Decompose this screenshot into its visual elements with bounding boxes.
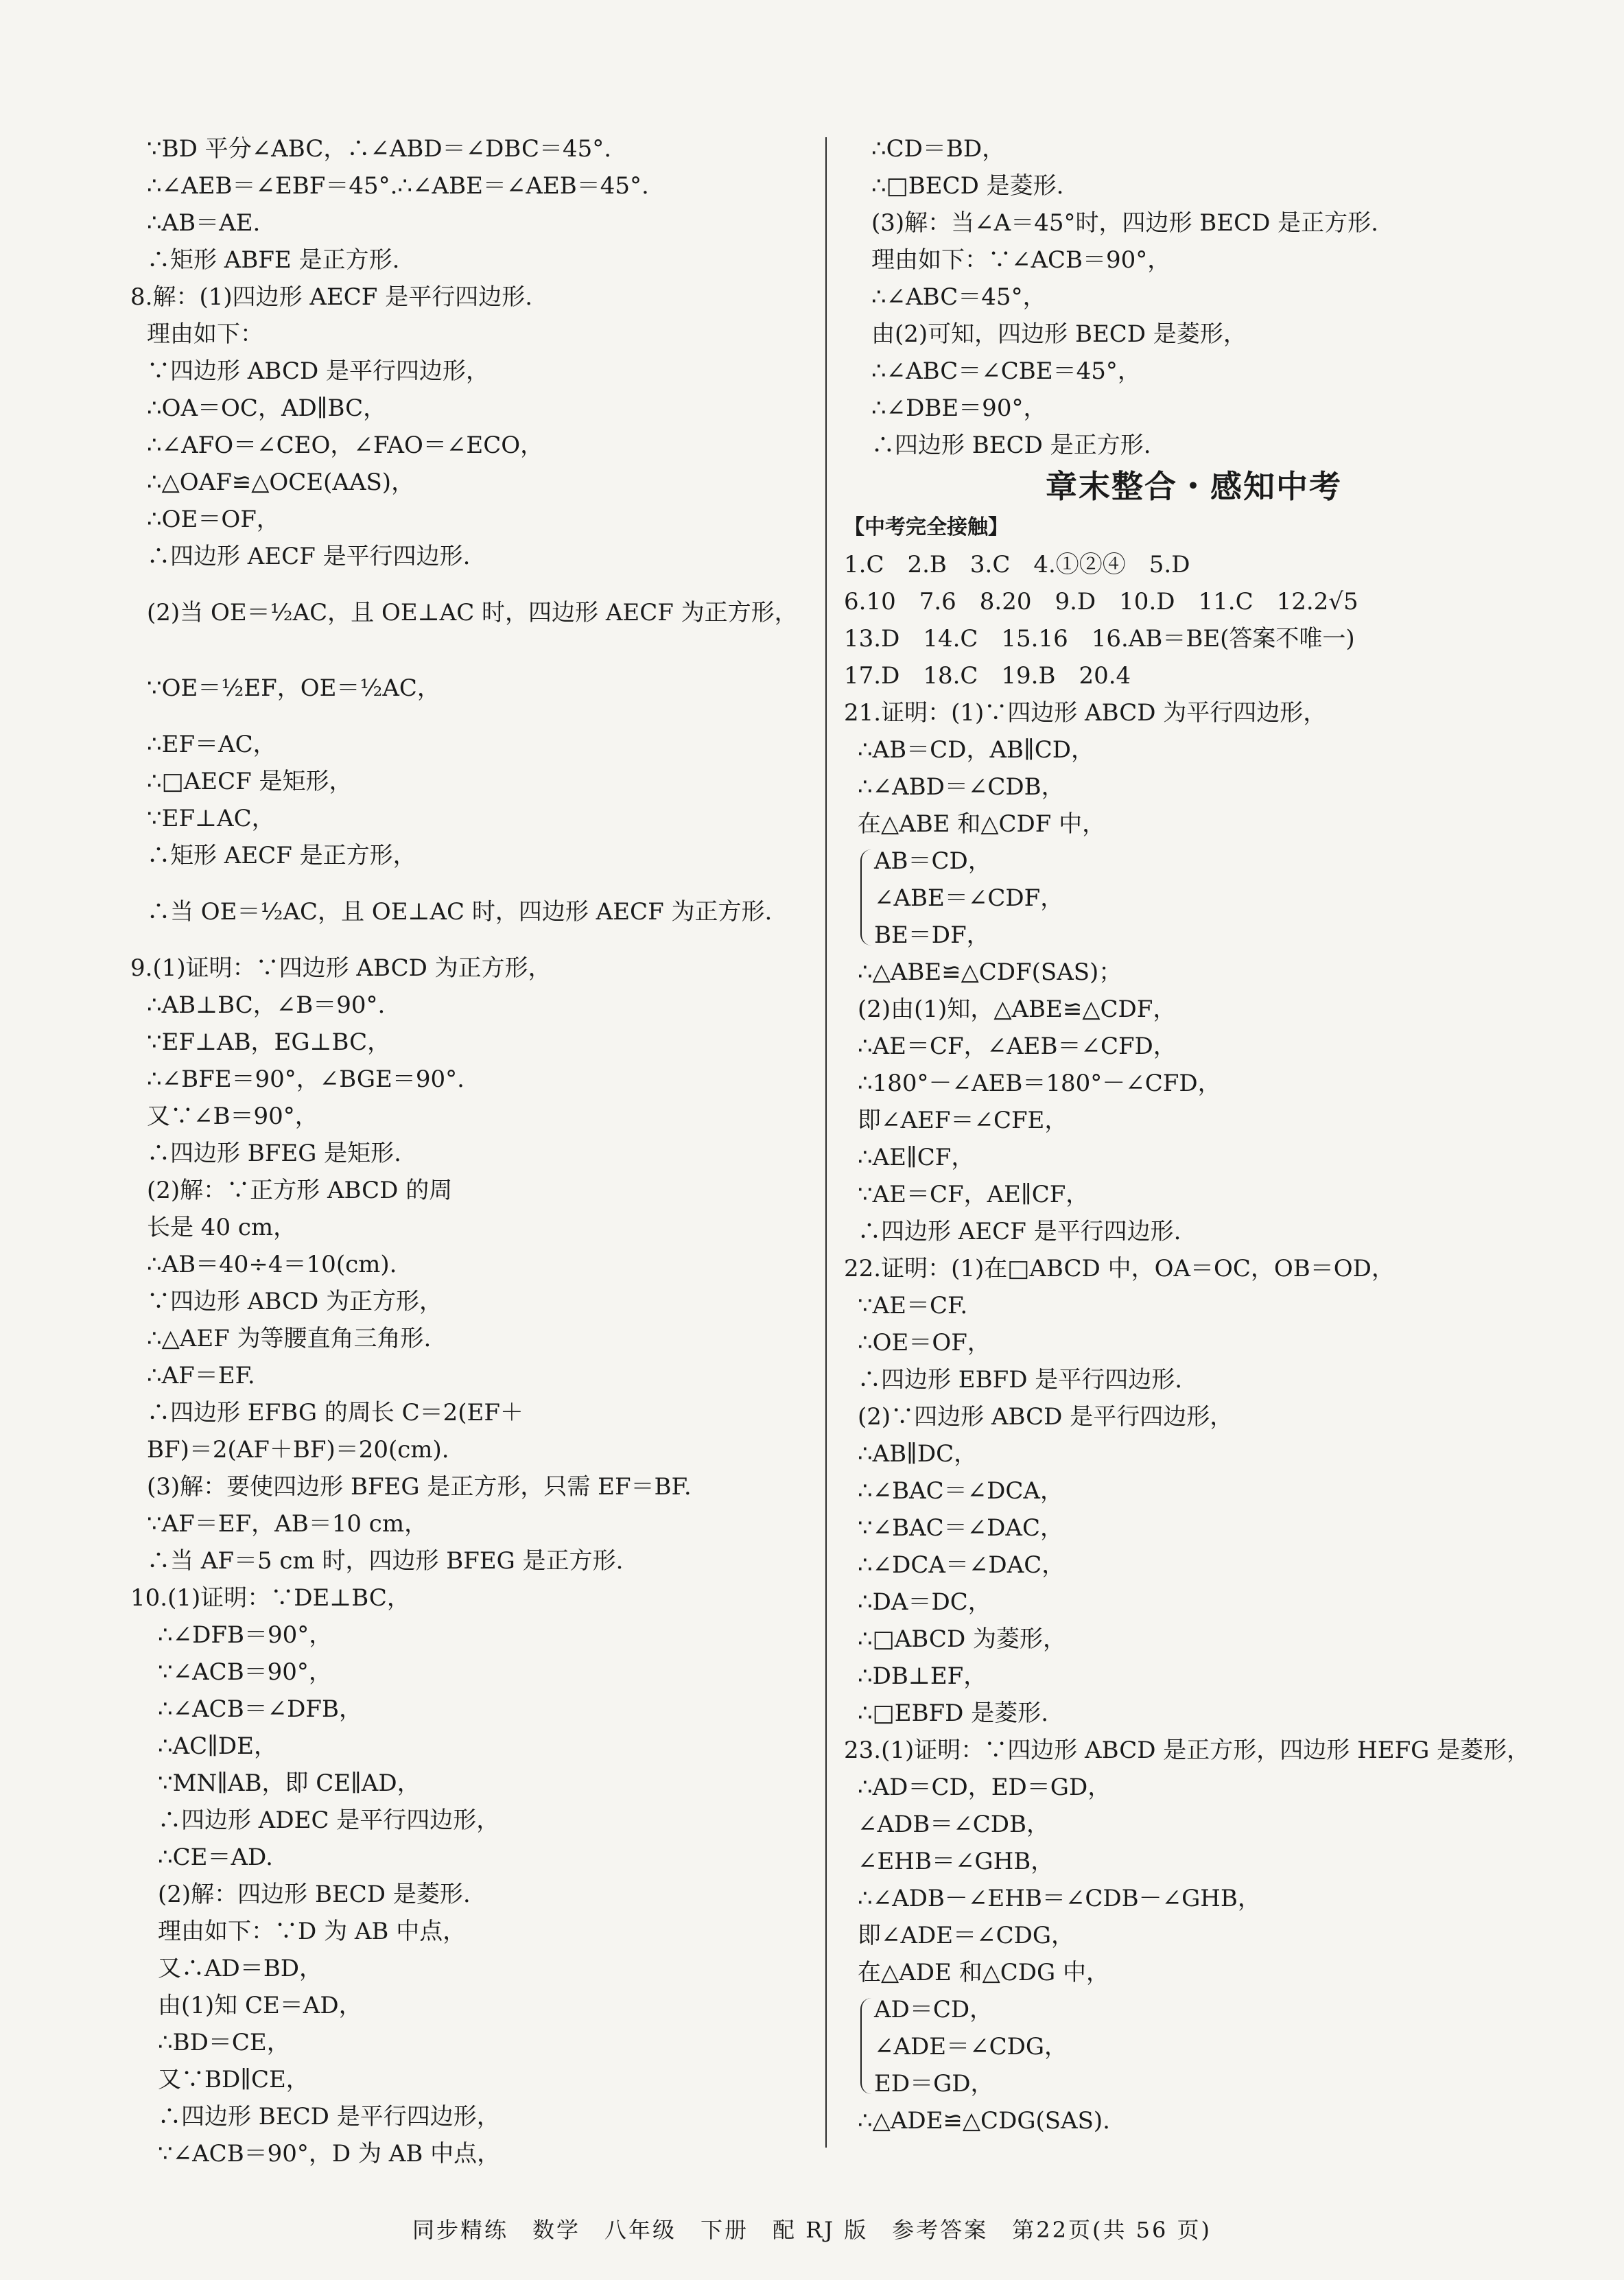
text-line: ∵MN∥AB，即 CE∥AD， <box>158 1770 421 1797</box>
text-line: ∴DA＝DC， <box>858 1588 991 1616</box>
text-line: ∴∠ABD＝∠CDB， <box>858 773 1065 801</box>
text-line: ∴AE＝CF，∠AEB＝∠CFD， <box>858 1033 1177 1060</box>
text-line: ∴BD＝CE， <box>158 2029 290 2056</box>
text-line: ∴四边形 EFBG 的周长 C＝2(EF＋ <box>147 1399 523 1426</box>
text-line: ∴当 AF＝5 cm 时，四边形 BFEG 是正方形. <box>147 1547 624 1575</box>
text-line: ∵AE＝CF. <box>858 1292 968 1319</box>
brace-symbol <box>860 1998 871 2094</box>
text-line: ∵EF⊥AB，EG⊥BC， <box>147 1029 391 1056</box>
text-line: AD＝CD， <box>874 1996 993 2023</box>
text-line: 长是 40 cm， <box>147 1214 297 1241</box>
text-line: ∴OE＝OF， <box>858 1329 991 1356</box>
text-line: ∴OE＝OF， <box>147 506 280 533</box>
text-line: (3)解：当∠A＝45°时，四边形 BECD 是正方形. <box>871 209 1378 237</box>
text-line: ∴∠BFE＝90°，∠BGE＝90°. <box>147 1066 464 1093</box>
section-tag: 【中考完全接触】 <box>844 515 1009 539</box>
text-line: ∴∠DBE＝90°， <box>871 395 1047 422</box>
text-line: 理由如下： <box>147 320 263 348</box>
text-line: ∵∠BAC＝∠DAC， <box>858 1514 1063 1542</box>
page-footer: 同步精练 数学 八年级 下册 配 RJ 版 参考答案 第22页(共 56 页) <box>412 2217 1212 2243</box>
text-line: ∴AB＝AE. <box>147 209 261 237</box>
text-line: ∴□BECD 是菱形. <box>871 172 1064 200</box>
text-line: 理由如下：∵D 为 AB 中点， <box>158 1918 467 1945</box>
section-title: 章末整合・感知中考 <box>1046 468 1342 505</box>
text-line: ∠ADB＝∠CDB， <box>858 1811 1050 1838</box>
brace-symbol <box>860 849 871 945</box>
text-line: ∴四边形 AECF 是平行四边形. <box>858 1218 1181 1245</box>
text-line: ∴△AEF 为等腰直角三角形. <box>147 1325 432 1352</box>
text-line: ∠ABE＝∠CDF， <box>874 884 1064 912</box>
text-line: ∴AB⊥BC，∠B＝90°. <box>147 991 386 1019</box>
problem-8-heading: 8.解：(1)四边形 AECF 是平行四边形. <box>130 283 533 311</box>
text-line: ∴∠ACB＝∠DFB， <box>158 1695 362 1723</box>
text-line: 在△ADE 和△CDG 中， <box>858 1959 1109 1986</box>
text-line: ∴□EBFD 是菱形. <box>858 1700 1049 1727</box>
text-line: ∴△ABE≌△CDF(SAS)； <box>858 959 1122 986</box>
problem-23-heading: 23.(1)证明：∵四边形 ABCD 是正方形，四边形 HEFG 是菱形， <box>844 1737 1531 1764</box>
text-line: ∴CE＝AD. <box>158 1844 273 1871</box>
problem-10-heading: 10.(1)证明：∵DE⊥BC， <box>130 1584 410 1612</box>
text-line: ∵∠ACB＝90°， <box>158 1658 332 1686</box>
text-line: ∵EF⊥AC， <box>147 805 275 832</box>
text-line: ∴AE∥CF， <box>858 1144 975 1171</box>
text-line: ∴∠ABC＝45°， <box>871 283 1046 311</box>
text-line: ∴∠ABC＝∠CBE＝45°， <box>871 357 1141 385</box>
answer-row: 6.10 7.6 8.20 9.D 10.D 11.C 12.2√5 <box>844 588 1358 615</box>
text-line: (2)当 OE＝½AC，且 OE⊥AC 时，四边形 AECF 为正方形， <box>147 599 798 626</box>
problem-9-heading: 9.(1)证明：∵四边形 ABCD 为正方形， <box>130 954 552 982</box>
text-line: ∴AB＝40÷4＝10(cm). <box>147 1251 397 1278</box>
text-line: BF)＝2(AF＋BF)＝20(cm). <box>147 1436 449 1464</box>
text-line: 又∴AD＝BD， <box>158 1955 323 1982</box>
text-line: 由(1)知 CE＝AD， <box>158 1992 362 2019</box>
text-line: ∴四边形 AECF 是平行四边形. <box>147 543 471 570</box>
text-line: (2)由(1)知，△ABE≌△CDF， <box>858 996 1177 1023</box>
text-line: 即∠ADE＝∠CDG， <box>858 1922 1075 1949</box>
text-line: ∴180°－∠AEB＝180°－∠CFD， <box>858 1070 1221 1097</box>
text-line: 又∵BD∥CE， <box>158 2066 309 2093</box>
text-line: ∴当 OE＝½AC，且 OE⊥AC 时，四边形 AECF 为正方形. <box>147 898 773 926</box>
text-line: ∴AF＝EF. <box>147 1362 255 1389</box>
text-line: ED＝GD， <box>874 2070 994 2097</box>
text-line: 又∵∠B＝90°， <box>147 1103 318 1130</box>
text-line: ∴□AECF 是矩形， <box>147 768 353 795</box>
text-line: 由(2)可知，四边形 BECD 是菱形， <box>871 320 1247 348</box>
equation-system <box>844 843 1544 954</box>
text-line: ∴∠AEB＝∠EBF＝45°.∴∠ABE＝∠AEB＝45°. <box>147 172 649 200</box>
text-line: 理由如下：∵∠ACB＝90°， <box>871 246 1171 274</box>
answer-row: 13.D 14.C 15.16 16.AB＝BE(答案不唯一) <box>844 625 1355 653</box>
answer-row: 1.C 2.B 3.C 4.①②④ 5.D <box>844 551 1190 578</box>
text-line: ∴四边形 BECD 是正方形. <box>871 432 1151 459</box>
problem-22-heading: 22.证明：(1)在□ABCD 中，OA＝OC，OB＝OD， <box>844 1255 1395 1282</box>
text-line: ∴AB＝CD，AB∥CD， <box>858 736 1094 764</box>
text-line: ∴△OAF≌△OCE(AAS)， <box>147 469 415 496</box>
text-line: ∴∠AFO＝∠CEO，∠FAO＝∠ECO， <box>147 432 544 459</box>
text-line: (3)解：要使四边形 BFEG 是正方形，只需 EF＝BF. <box>147 1473 692 1501</box>
text-line: (2)∵四边形 ABCD 是平行四边形， <box>858 1403 1234 1431</box>
text-line: ∠EHB＝∠GHB， <box>858 1848 1055 1875</box>
text-line: BE＝DF， <box>874 921 990 949</box>
text-line: 即∠AEF＝∠CFE， <box>858 1107 1068 1134</box>
column-divider <box>825 137 827 2148</box>
text-line: ∴四边形 ADEC 是平行四边形， <box>158 1807 500 1834</box>
left-column <box>130 130 816 2172</box>
text-line: ∵四边形 ABCD 为正方形， <box>147 1288 443 1315</box>
text-line: ∴△ADE≌△CDG(SAS). <box>858 2107 1110 2135</box>
text-line: ∴矩形 ABFE 是正方形. <box>147 246 400 274</box>
text-line: ∴EF＝AC， <box>147 731 276 758</box>
text-line: ∵OE＝½EF，OE＝½AC， <box>147 674 440 702</box>
text-line: ∴□ABCD 为菱形， <box>858 1625 1067 1653</box>
answer-row: 17.D 18.C 19.B 20.4 <box>844 662 1131 690</box>
text-line: ∴四边形 EBFD 是平行四边形. <box>858 1366 1183 1394</box>
text-line: ∵AE＝CF，AE∥CF， <box>858 1181 1090 1208</box>
text-line: ∵∠ACB＝90°，D 为 AB 中点， <box>158 2140 501 2167</box>
problem-21-heading: 21.证明：(1)∵四边形 ABCD 为平行四边形， <box>844 699 1327 727</box>
text-line: ∴AC∥DE， <box>158 1732 277 1760</box>
text-line: ∠ADE＝∠CDG， <box>874 2033 1068 2060</box>
text-line: ∴∠DCA＝∠DAC， <box>858 1551 1066 1579</box>
text-line: (2)解：∵正方形 ABCD 的周 <box>147 1177 453 1204</box>
text-line: ∴OA＝OC，AD∥BC， <box>147 395 387 422</box>
text-line: ∴CD＝BD， <box>871 135 1006 163</box>
right-column <box>844 130 1544 2139</box>
text-line: ∴矩形 AECF 是正方形， <box>147 842 416 869</box>
text-line: ∴AD＝CD，ED＝GD， <box>858 1774 1111 1801</box>
text-line: ∵AF＝EF，AB＝10 cm， <box>147 1510 428 1538</box>
text-line: ∵BD 平分∠ABC，∴∠ABD＝∠DBC＝45°. <box>147 135 612 163</box>
text-line: ∴AB∥DC， <box>858 1440 978 1468</box>
text-line: ∴DB⊥EF， <box>858 1662 987 1690</box>
text-line: ∴四边形 BECD 是平行四边形， <box>158 2103 500 2130</box>
text-line: ∴∠ADB－∠EHB＝∠CDB－∠GHB， <box>858 1885 1261 1912</box>
text-line: ∵四边形 ABCD 是平行四边形， <box>147 357 490 385</box>
text-line: 在△ABE 和△CDF 中， <box>858 810 1106 838</box>
text-line: ∴∠DFB＝90°， <box>158 1621 333 1649</box>
text-line: ∴四边形 BFEG 是矩形. <box>147 1140 401 1167</box>
text-line: AB＝CD， <box>874 847 991 875</box>
text-line: ∴∠BAC＝∠DCA， <box>858 1477 1063 1505</box>
equation-system <box>844 1991 1544 2102</box>
text-line: (2)解：四边形 BECD 是菱形. <box>158 1881 471 1908</box>
